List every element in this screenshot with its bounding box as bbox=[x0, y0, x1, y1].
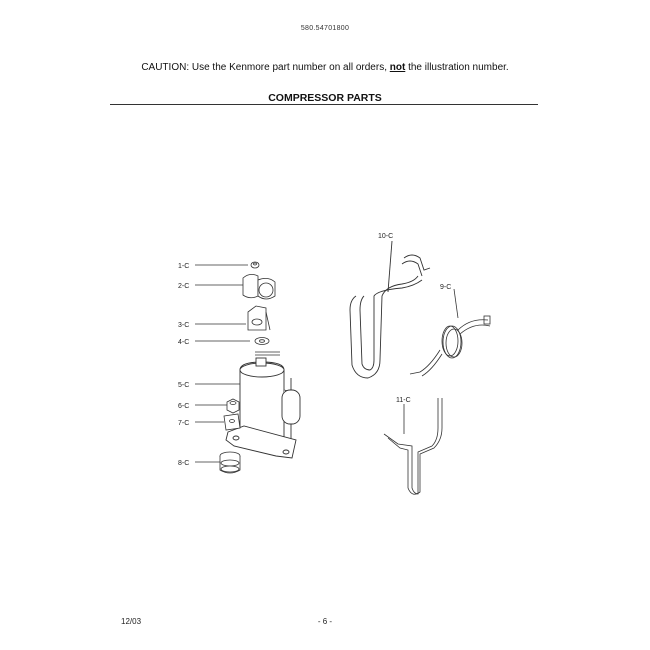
callout-1c: 1-C bbox=[178, 263, 190, 270]
part-nut-1c bbox=[251, 262, 259, 268]
section-title: COMPRESSOR PARTS bbox=[268, 92, 382, 104]
part-bracket-3c bbox=[248, 306, 270, 330]
callout-8c: 8-C bbox=[178, 460, 190, 467]
part-washer-4c bbox=[255, 338, 280, 356]
callout-7c: 7-C bbox=[178, 420, 190, 427]
revision-date: 12/03 bbox=[121, 617, 142, 626]
callout-6c: 6-C bbox=[178, 403, 190, 410]
callout-5c: 5-C bbox=[178, 382, 190, 389]
caution-text-start: CAUTION: Use the Kenmore part number on all orders, bbox=[141, 62, 390, 73]
part-capillary-9c bbox=[410, 289, 490, 376]
callout-3c: 3-C bbox=[178, 322, 190, 329]
callout-11c: 11-C bbox=[396, 397, 411, 404]
part-mount-7c bbox=[224, 414, 240, 430]
callout-10c: 10-C bbox=[378, 233, 394, 240]
part-tubing-10c bbox=[350, 241, 430, 378]
part-tube-11c bbox=[384, 398, 442, 494]
part-nut-6c bbox=[227, 399, 239, 413]
caution-text-end: the illustration number. bbox=[405, 62, 509, 73]
callout-2c: 2-C bbox=[178, 283, 190, 290]
model-number: 580.54701800 bbox=[300, 25, 350, 32]
callout-9c: 9-C bbox=[440, 284, 452, 291]
part-cover-2c bbox=[243, 274, 275, 299]
part-grommet-8c bbox=[220, 452, 240, 473]
callout-4c: 4-C bbox=[178, 339, 190, 346]
page-number: - 6 - bbox=[317, 617, 333, 626]
caution-emphasis: not bbox=[389, 62, 406, 73]
